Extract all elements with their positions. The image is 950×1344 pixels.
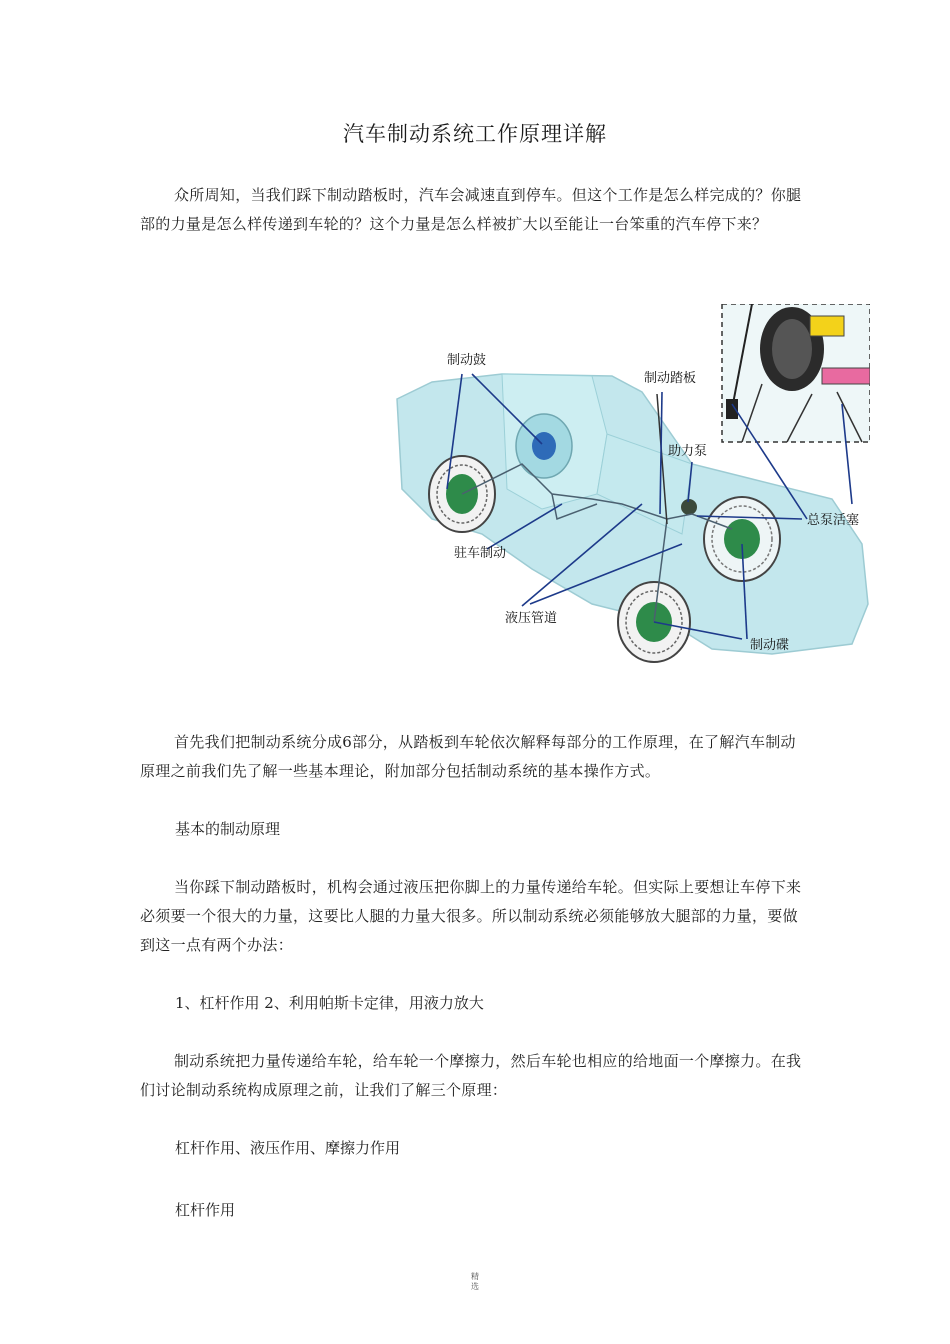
page-title: 汽车制动系统工作原理详解 xyxy=(343,122,607,146)
footer-line-2: 选 xyxy=(471,1282,479,1291)
label-parking-brake: 驻车制动 xyxy=(454,546,507,561)
front-right-wheel xyxy=(704,497,780,581)
intro-paragraph: 众所周知，当我们踩下制动踏板时，汽车会减速直到停车。但这个工作是怎么样完成的？你腿部的力量是怎么样传递到车轮的？这个力量是怎么样被扩大以至能让一台笨重的汽车停下来？ xyxy=(140,186,802,233)
footer-line-1: 精 xyxy=(471,1272,479,1281)
label-brake-pedal: 制动踏板 xyxy=(644,371,697,386)
brake-system-diagram xyxy=(392,304,870,694)
label-master-cylinder-piston: 总泵活塞 xyxy=(807,513,860,528)
principle-paragraph: 当你踩下制动踏板时，机构会通过液压把你脚上的力量传递给车轮。但实际上要想让车停下来必须要一个很大的力量，这要比人腿的力量大很多。所以制动系统必须能够放大腿部的力量，要做到这一点有两个办法： xyxy=(140,878,802,954)
label-brake-drum: 制动鼓 xyxy=(447,353,487,368)
three-principles: 杠杆作用、液压作用、摩擦力作用 xyxy=(175,1139,401,1157)
section-heading-lever: 杠杆作用 xyxy=(175,1201,236,1219)
label-brake-disc: 制动碟 xyxy=(750,638,790,653)
section-heading-basic-principle: 基本的制动原理 xyxy=(175,820,281,838)
label-booster: 助力泵 xyxy=(668,444,708,459)
overview-paragraph: 首先我们把制动系统分成6部分，从踏板到车轮依次解释每部分的工作原理，在了解汽车制动原理之前我们先了解一些基本理论，附加部分包括制动系统的基本操作方式。 xyxy=(140,733,796,780)
label-hydraulic-line: 液压管道 xyxy=(505,611,558,626)
methods-list: 1、杠杆作用 2、利用帕斯卡定律，用液力放大 xyxy=(175,994,484,1012)
page-footer xyxy=(0,1272,950,1292)
friction-paragraph: 制动系统把力量传递给车轮，给车轮一个摩擦力，然后车轮也相应的给地面一个摩擦力。在我们讨论制动系统构成原理之前，让我们了解三个原理： xyxy=(140,1052,802,1099)
